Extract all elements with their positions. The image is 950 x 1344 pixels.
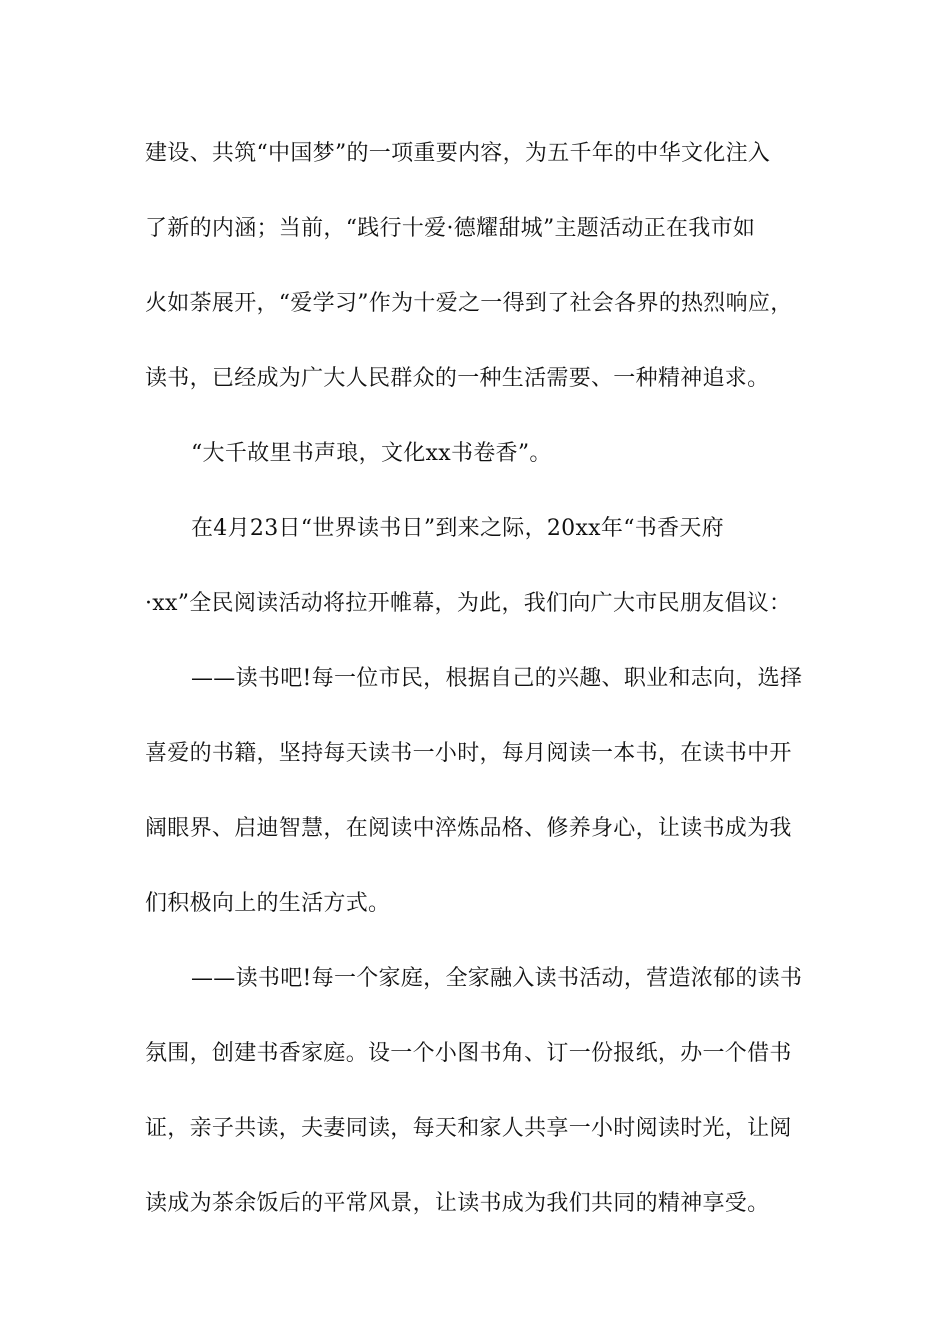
- text-line: 证，亲子共读，夫妻同读，每天和家人共享一小时阅读时光，让阅: [145, 1116, 792, 1141]
- text-line: ——读书吧!每一个家庭，全家融入读书活动，营造浓郁的读书: [191, 966, 803, 991]
- text-line: ——读书吧!每一位市民，根据自己的兴趣、职业和志向，选择: [191, 666, 803, 691]
- text-line: 在4月23日“世界读书日”到来之际，20xx年“书香天府: [191, 516, 724, 541]
- text-line: 读书，已经成为广大人民群众的一种生活需要、一种精神追求。: [145, 366, 770, 391]
- text-line: 火如荼展开，“爱学习”作为十爱之一得到了社会各界的热烈响应，: [145, 291, 793, 316]
- text-line: 们积极向上的生活方式。: [145, 891, 391, 916]
- text-line: ·xx”全民阅读活动将拉开帷幕，为此，我们向广大市民朋友倡议：: [145, 591, 792, 616]
- text-line: “大千故里书声琅，文化xx书卷香”。: [191, 441, 552, 466]
- text-line: 了新的内涵；当前，“践行十爱·德耀甜城”主题活动正在我市如: [145, 216, 756, 241]
- text-line: 建设、共筑“中国梦”的一项重要内容，为五千年的中华文化注入: [145, 141, 771, 166]
- text-line: 阔眼界、启迪智慧，在阅读中淬炼品格、修养身心，让读书成为我: [145, 816, 792, 841]
- document-body: [145, 132, 825, 1257]
- text-line: 喜爱的书籍，坚持每天读书一小时，每月阅读一本书，在读书中开: [145, 741, 792, 766]
- text-line: 读成为茶余饭后的平常风景，让读书成为我们共同的精神享受。: [145, 1191, 770, 1216]
- text-line: 氛围，创建书香家庭。设一个小图书角、订一份报纸，办一个借书: [145, 1041, 792, 1066]
